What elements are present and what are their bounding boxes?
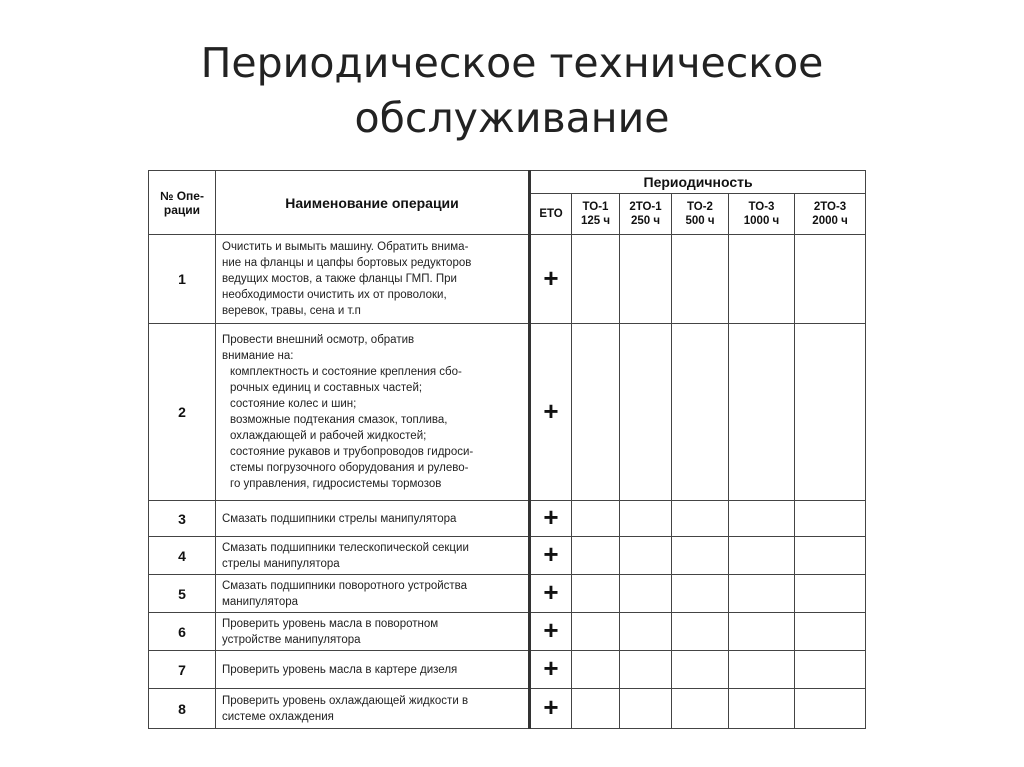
operation-description-line: Смазать подшипники телескопической секции bbox=[222, 541, 469, 554]
empty-period-cell bbox=[672, 651, 729, 689]
header-period-hours: 2000 ч bbox=[812, 215, 848, 227]
operation-description bbox=[216, 613, 530, 651]
operation-number: 6 bbox=[149, 613, 216, 651]
operation-number: 5 bbox=[149, 575, 216, 613]
empty-period-cell bbox=[795, 324, 866, 501]
empty-period-cell bbox=[729, 689, 795, 729]
header-period-col-2 bbox=[572, 194, 620, 235]
operation-description-line: манипулятора bbox=[222, 595, 299, 608]
operation-description-line: Проверить уровень охлаждающей жидкости в bbox=[222, 694, 469, 707]
plus-mark: + bbox=[543, 395, 559, 426]
operation-description-line: охлаждающей и рабочей жидкостей; bbox=[230, 430, 427, 442]
operation-description-line: комплектность и состояние крепления сбо- bbox=[230, 366, 462, 378]
header-period-label: ТО-1 bbox=[582, 201, 609, 213]
operation-description-line: стрелы манипулятора bbox=[222, 557, 340, 570]
operation-description-line: внимание на: bbox=[222, 350, 294, 362]
operation-description-line: необходимости очистить их от проволоки, bbox=[222, 289, 447, 301]
empty-period-cell bbox=[795, 689, 866, 729]
empty-period-cell bbox=[729, 235, 795, 324]
empty-period-cell bbox=[572, 651, 620, 689]
plus-mark: + bbox=[543, 502, 559, 532]
operation-description bbox=[216, 501, 530, 537]
operation-number: 3 bbox=[149, 501, 216, 537]
header-period-col-5 bbox=[729, 194, 795, 235]
empty-period-cell bbox=[795, 235, 866, 324]
operation-description-line: стемы погрузочного оборудования и рулево- bbox=[230, 462, 469, 474]
empty-period-cell bbox=[672, 689, 729, 729]
empty-period-cell bbox=[672, 537, 729, 575]
empty-period-cell bbox=[620, 324, 672, 501]
operation-number: 2 bbox=[149, 324, 216, 501]
empty-period-cell bbox=[672, 501, 729, 537]
header-period-hours: 125 ч bbox=[580, 215, 611, 227]
header-period-label: ТО-2 bbox=[687, 201, 713, 213]
header-operation-number bbox=[149, 171, 216, 235]
empty-period-cell bbox=[729, 575, 795, 613]
header-period-col-6 bbox=[795, 194, 866, 235]
plus-mark: + bbox=[543, 577, 559, 607]
header-period-col-4 bbox=[672, 194, 729, 235]
empty-period-cell bbox=[795, 613, 866, 651]
table-row bbox=[149, 651, 866, 689]
slide-title-line2: обслуживание bbox=[354, 94, 670, 142]
empty-period-cell bbox=[729, 537, 795, 575]
empty-period-cell bbox=[672, 324, 729, 501]
empty-period-cell bbox=[795, 651, 866, 689]
empty-period-cell bbox=[729, 501, 795, 537]
table-row bbox=[149, 537, 866, 575]
table-body bbox=[149, 235, 866, 729]
empty-period-cell bbox=[572, 689, 620, 729]
operation-description-line: Проверить уровень масла в поворотном bbox=[222, 617, 439, 630]
plus-mark: + bbox=[543, 615, 559, 645]
operation-description bbox=[216, 689, 530, 729]
header-num-line1: № Опе- bbox=[160, 188, 204, 203]
empty-period-cell bbox=[795, 501, 866, 537]
operation-description-line: Провести внешний осмотр, обратив bbox=[222, 334, 415, 346]
operation-number: 1 bbox=[149, 235, 216, 324]
header-period-col-1 bbox=[530, 194, 572, 235]
empty-period-cell bbox=[572, 235, 620, 324]
empty-period-cell bbox=[620, 235, 672, 324]
header-period-label: 2ТО-3 bbox=[813, 201, 847, 213]
operation-description-line: Смазать подшипники стрелы манипулятора bbox=[222, 512, 457, 525]
table-row bbox=[149, 324, 866, 501]
header-period-label: 2ТО-1 bbox=[629, 201, 662, 213]
operation-description-line: Проверить уровень масла в картере дизеля bbox=[222, 663, 458, 676]
table-row bbox=[149, 575, 866, 613]
empty-period-cell bbox=[572, 324, 620, 501]
empty-period-cell bbox=[672, 235, 729, 324]
empty-period-cell bbox=[572, 537, 620, 575]
operation-description-line: устройстве манипулятора bbox=[222, 633, 361, 646]
operation-description bbox=[216, 235, 530, 324]
operation-description-line: возможные подтекания смазок, топлива, bbox=[230, 414, 448, 426]
plus-mark: + bbox=[543, 539, 559, 569]
empty-period-cell bbox=[729, 324, 795, 501]
empty-period-cell bbox=[672, 575, 729, 613]
operation-description bbox=[216, 324, 530, 501]
header-period-hours: 500 ч bbox=[685, 215, 715, 227]
header-period-label: ТО-3 bbox=[748, 201, 775, 213]
plus-mark: + bbox=[543, 653, 559, 683]
eto-mark-cell bbox=[530, 689, 572, 729]
empty-period-cell bbox=[572, 575, 620, 613]
plus-mark: + bbox=[543, 692, 559, 722]
eto-mark-cell bbox=[530, 651, 572, 689]
empty-period-cell bbox=[795, 537, 866, 575]
empty-period-cell bbox=[620, 613, 672, 651]
header-num-line2: рации bbox=[163, 202, 201, 217]
eto-mark-cell bbox=[530, 537, 572, 575]
header-period-hours: 250 ч bbox=[630, 215, 661, 227]
empty-period-cell bbox=[729, 651, 795, 689]
plus-mark: + bbox=[543, 262, 559, 293]
operation-description-line: рочных единиц и составных частей; bbox=[230, 382, 423, 394]
operation-description-line: состояние колес и шин; bbox=[230, 398, 357, 410]
empty-period-cell bbox=[620, 501, 672, 537]
operation-description-line: состояние рукавов и трубопроводов гидроси- bbox=[230, 446, 474, 458]
eto-mark-cell bbox=[530, 235, 572, 324]
operation-description-line: Смазать подшипники поворотного устройства bbox=[222, 579, 468, 592]
table-row bbox=[149, 689, 866, 729]
eto-mark-cell bbox=[530, 324, 572, 501]
operation-description-line: системе охлаждения bbox=[222, 710, 334, 723]
slide-title-line1: Периодическое техническое bbox=[200, 39, 824, 87]
empty-period-cell bbox=[620, 575, 672, 613]
operation-description-line: веревок, травы, сена и т.п bbox=[222, 305, 361, 317]
header-operation-name: Наименование операции bbox=[216, 171, 530, 235]
table-row bbox=[149, 613, 866, 651]
maintenance-table bbox=[148, 170, 866, 729]
empty-period-cell bbox=[572, 501, 620, 537]
operation-number: 4 bbox=[149, 537, 216, 575]
header-row-1 bbox=[149, 171, 866, 194]
operation-description bbox=[216, 575, 530, 613]
table-row bbox=[149, 501, 866, 537]
operation-description bbox=[216, 651, 530, 689]
operation-description bbox=[216, 537, 530, 575]
header-periodicity: Периодичность bbox=[530, 171, 866, 194]
empty-period-cell bbox=[729, 613, 795, 651]
eto-mark-cell bbox=[530, 501, 572, 537]
operation-description-line: ведущих мостов, а также фланцы ГМП. При bbox=[222, 273, 457, 285]
operation-description-line: го управления, гидросистемы тормозов bbox=[230, 478, 442, 490]
eto-mark-cell bbox=[530, 575, 572, 613]
slide-title bbox=[0, 36, 1024, 146]
operation-number: 8 bbox=[149, 689, 216, 729]
empty-period-cell bbox=[620, 689, 672, 729]
header-period-hours: 1000 ч bbox=[743, 215, 780, 227]
empty-period-cell bbox=[572, 613, 620, 651]
empty-period-cell bbox=[672, 613, 729, 651]
header-period-label: ЕТО bbox=[539, 208, 563, 220]
operation-description-line: ние на фланцы и цапфы бортовых редукторов bbox=[222, 257, 472, 269]
empty-period-cell bbox=[795, 575, 866, 613]
empty-period-cell bbox=[620, 651, 672, 689]
eto-mark-cell bbox=[530, 613, 572, 651]
header-period-col-3 bbox=[620, 194, 672, 235]
operation-description-line: Очистить и вымыть машину. Обратить внима- bbox=[222, 241, 469, 253]
operation-number: 7 bbox=[149, 651, 216, 689]
table-row bbox=[149, 235, 866, 324]
empty-period-cell bbox=[620, 537, 672, 575]
